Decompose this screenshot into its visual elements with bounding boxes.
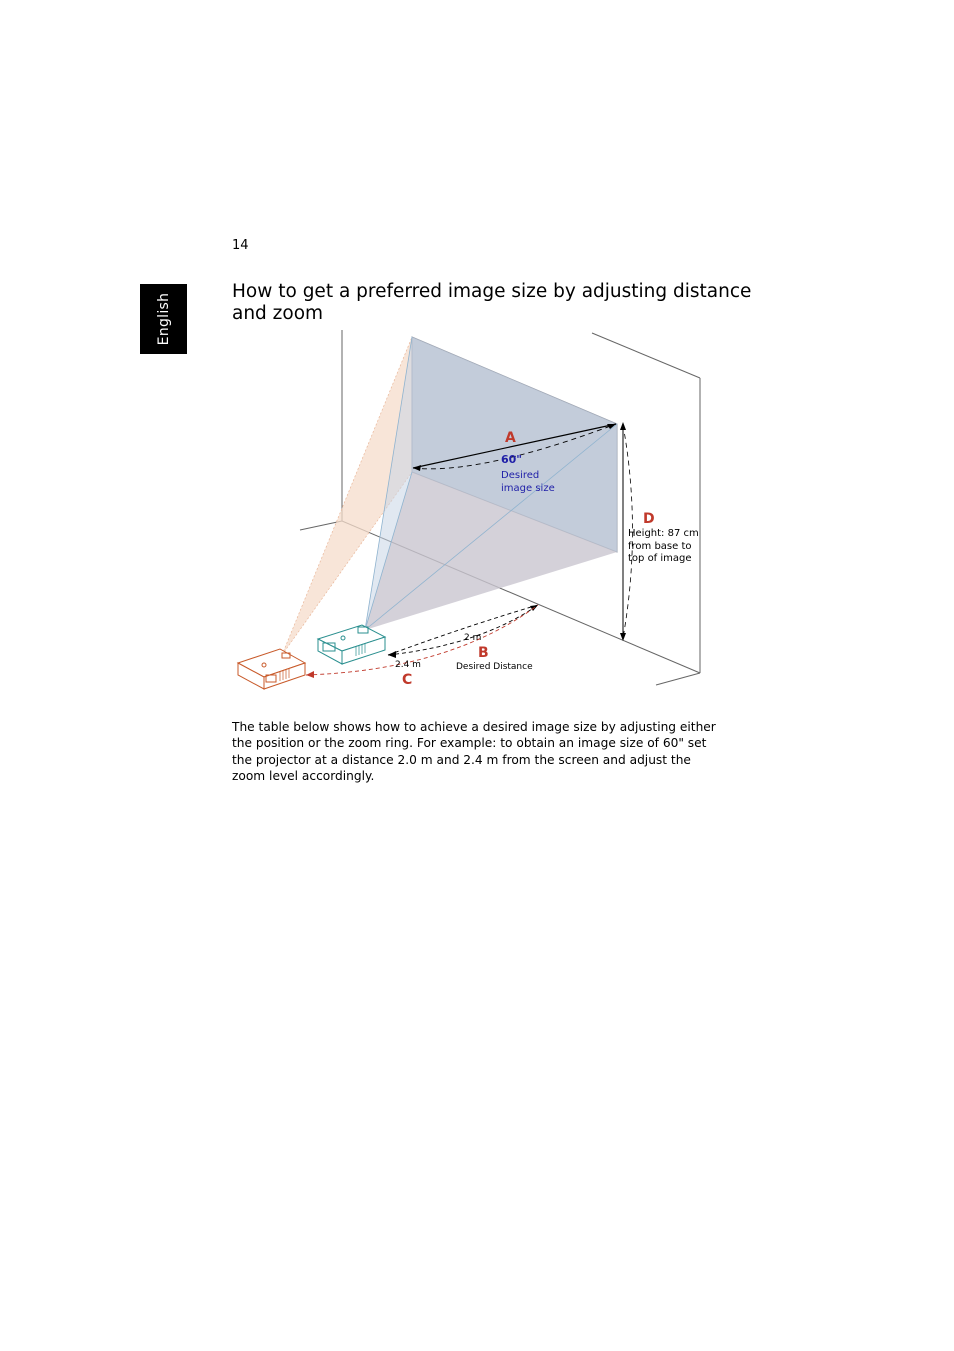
floor-front-edge — [656, 673, 700, 685]
wall-top-edge — [592, 333, 700, 378]
distance-far-label: 2.4 m — [395, 660, 421, 670]
far-projector — [238, 649, 305, 689]
image-size-caption-2: image size — [501, 483, 555, 494]
label-c: C — [402, 672, 413, 688]
image-size-value: 60" — [501, 453, 523, 466]
height-text-2: from base to — [628, 541, 692, 552]
label-d: D — [643, 511, 655, 527]
distance-near-label: 2 m — [464, 633, 482, 643]
label-b: B — [478, 645, 489, 661]
page-title: How to get a preferred image size by adjusting distance and zoom — [232, 281, 752, 324]
page-number: 14 — [232, 238, 249, 253]
height-text-3: top of image — [628, 553, 692, 564]
near-projector — [318, 625, 385, 664]
projection-diagram — [230, 325, 720, 695]
label-a: A — [505, 430, 516, 446]
image-size-caption-1: Desired — [501, 470, 540, 481]
language-tab-label: English — [155, 292, 172, 346]
height-text-1: Height: 87 cm — [628, 528, 699, 539]
body-paragraph: The table below shows how to achieve a desired image size by adjusting either the position or the zoom ring. For example: to obtain an image size of 60" set the projector at a distance 2.0 m and 2.4 m from the screen and adjust the zoom level accordingly. — [232, 720, 716, 783]
language-tab — [140, 284, 187, 354]
distance-caption: Desired Distance — [456, 662, 533, 672]
